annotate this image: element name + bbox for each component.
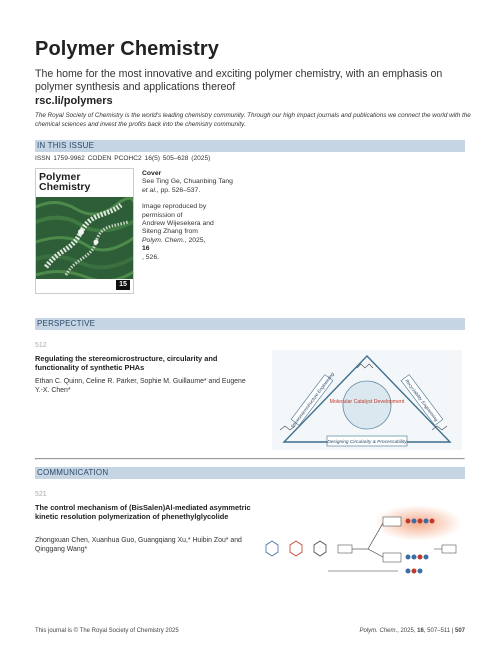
section-label: IN THIS ISSUE bbox=[37, 141, 95, 150]
communication-figure bbox=[258, 505, 464, 587]
cover-heading: Cover bbox=[142, 170, 162, 177]
cover-issue-badge: 15 bbox=[116, 280, 130, 290]
article-title[interactable]: Regulating the stereomicrostructure, circularity and functionality of synthetic PHAs bbox=[35, 354, 218, 373]
footer-volume: 16 bbox=[417, 628, 424, 634]
cover-credit: permission of bbox=[142, 211, 183, 219]
cover-ref-pages: , pp. 526–537. bbox=[156, 186, 201, 194]
center-circle bbox=[343, 381, 391, 429]
cover-credit: Image reproduced by bbox=[142, 203, 207, 211]
footer-page-number: 507 bbox=[454, 628, 465, 634]
section-bar-perspective bbox=[35, 318, 465, 330]
footer-year: , 2025, bbox=[397, 628, 418, 634]
footer-separator: | bbox=[450, 628, 455, 634]
rsc-blurb: The Royal Society of Chemistry is the world's leading chemistry community. Through our high impact journals and publications we connect the world with the chemical sciences and invest the profits back into the chemistry community. bbox=[35, 112, 471, 128]
journal-tagline: The home for the most innovative and exciting polymer chemistry, with an emphasis on polymer synthesis and applications thereof bbox=[35, 68, 443, 93]
footer-copyright: This journal is © The Royal Society of Chemistry 2025 bbox=[35, 628, 179, 634]
issn-line: ISSN 1759-9962 CODEN PCOHC2 16(5) 505–628 (2025) bbox=[35, 155, 211, 162]
footer-journal: Polym. Chem. bbox=[359, 628, 398, 634]
article-authors: Zhongxuan Chen, Xuanhua Guo, Guangqiang Xu,* Huibin Zou* and Qinggang Wang* bbox=[35, 537, 242, 553]
cover-ref-etal: et al. bbox=[142, 186, 157, 194]
footer-citation bbox=[359, 628, 465, 634]
cover-artwork bbox=[36, 197, 134, 281]
cover-image-title: Polymer Chemistry bbox=[39, 171, 91, 193]
cover-credit-year: , 2025, bbox=[184, 236, 206, 244]
article-page-number: 512 bbox=[35, 342, 47, 349]
cover-credit: Siteng Zhang from bbox=[142, 228, 198, 236]
bottom-label: Designing Circularity & Processability bbox=[327, 440, 407, 445]
journal-url[interactable]: rsc.li/polymers bbox=[35, 95, 113, 107]
cover-image bbox=[35, 168, 134, 294]
center-label: Molecular Catalyst Development bbox=[329, 399, 405, 405]
section-bar-communication bbox=[35, 467, 465, 479]
cover-authors: See Ting Ge, Chuanbing Tang bbox=[142, 178, 233, 186]
cover-caption bbox=[142, 170, 262, 262]
perspective-figure bbox=[272, 350, 462, 450]
cover-credit-page: , 526. bbox=[142, 253, 160, 261]
polymer-chain-bottom bbox=[406, 569, 423, 574]
section-label: COMMUNICATION bbox=[37, 468, 109, 477]
cover-credit-journal: Polym. Chem. bbox=[142, 236, 185, 244]
cover-credit: Andrew Wijesekera and bbox=[142, 220, 214, 228]
section-label: PERSPECTIVE bbox=[37, 319, 96, 328]
right-label: Recyclability Engineering bbox=[404, 378, 440, 423]
section-bar-in-this-issue bbox=[35, 140, 465, 152]
left-label: Stereomicrostructure Engineering bbox=[289, 371, 335, 430]
article-page-number: 521 bbox=[35, 491, 47, 498]
cover-credit-volume: 16 bbox=[142, 245, 150, 253]
journal-title: Polymer Chemistry bbox=[35, 38, 219, 60]
footer-pages: , 507–511 bbox=[423, 628, 451, 634]
article-title[interactable]: The control mechanism of (BisSalen)Al-mediated asymmetric kinetic resolution polymerization of phenethylglycolide bbox=[35, 503, 251, 522]
article-authors: Ethan C. Quinn, Celine R. Parker, Sophie M. Guillaume* and Eugene Y.-X. Chen* bbox=[35, 378, 246, 394]
